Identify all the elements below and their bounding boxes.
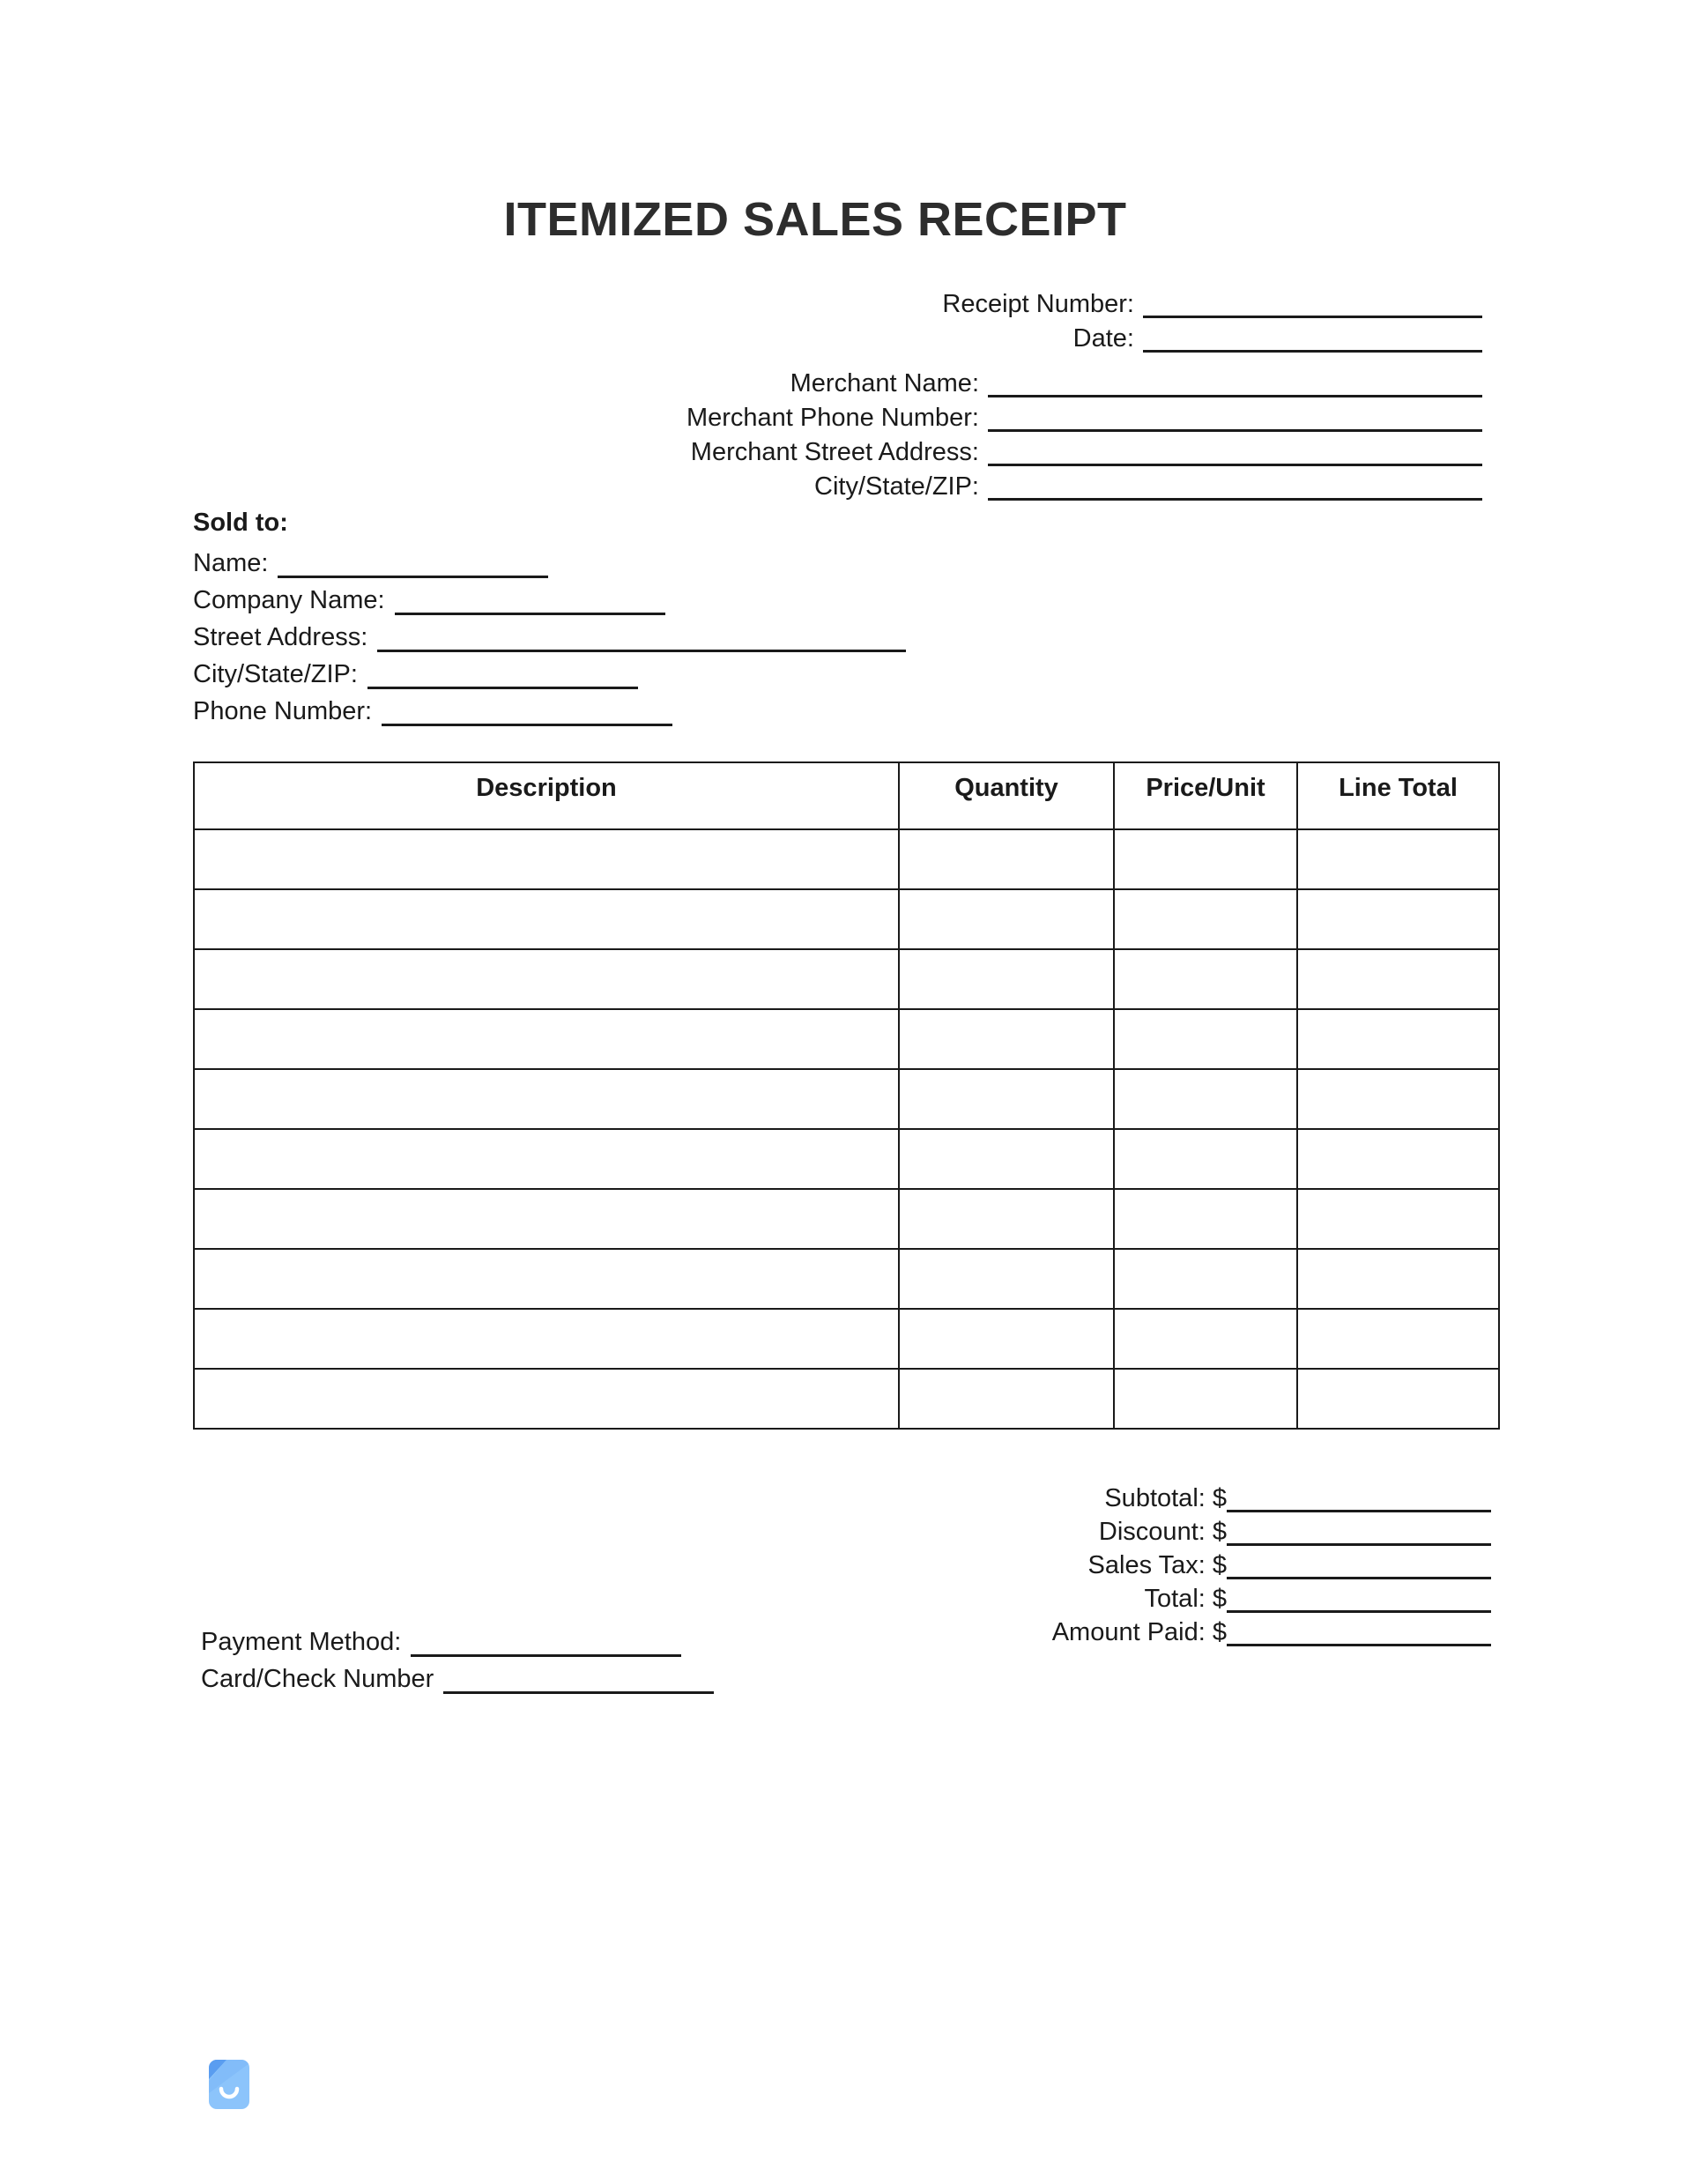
field-label: Receipt Number: xyxy=(942,290,1134,318)
table-row xyxy=(194,1069,1499,1129)
table-row xyxy=(194,1009,1499,1069)
cell-line-total[interactable] xyxy=(1297,949,1499,1009)
table-header-row xyxy=(194,762,1499,829)
cell-price-unit[interactable] xyxy=(1114,1369,1297,1429)
field-label: Name: xyxy=(193,549,269,577)
subtotal-input[interactable] xyxy=(1227,1484,1491,1512)
cell-description[interactable] xyxy=(194,1309,899,1369)
buyer-city-state-zip-input[interactable] xyxy=(367,659,638,689)
cell-price-unit[interactable] xyxy=(1114,1129,1297,1189)
cell-price-unit[interactable] xyxy=(1114,829,1297,889)
merchant-header-section xyxy=(193,284,1491,501)
page-title: ITEMIZED SALES RECEIPT xyxy=(503,193,1127,246)
cell-description[interactable] xyxy=(194,1189,899,1249)
cell-description[interactable] xyxy=(194,1069,899,1129)
column-header-price-unit: Price/Unit xyxy=(1114,762,1297,829)
cell-quantity[interactable] xyxy=(899,949,1114,1009)
field-total xyxy=(793,1579,1491,1613)
sold-to-section xyxy=(193,504,906,726)
field-label: Total: $ xyxy=(1144,1585,1227,1613)
cell-price-unit[interactable] xyxy=(1114,1189,1297,1249)
field-subtotal xyxy=(793,1479,1491,1512)
cell-price-unit[interactable] xyxy=(1114,889,1297,949)
cell-quantity[interactable] xyxy=(899,1369,1114,1429)
table-row xyxy=(194,829,1499,889)
field-buyer-company-name xyxy=(193,578,906,615)
sold-to-heading: Sold to: xyxy=(193,509,288,537)
cell-price-unit[interactable] xyxy=(1114,1309,1297,1369)
table-head xyxy=(194,762,1499,829)
amount-paid-input[interactable] xyxy=(1227,1618,1491,1646)
field-label: Payment Method: xyxy=(201,1628,402,1656)
sales-tax-input[interactable] xyxy=(1227,1551,1491,1579)
cell-line-total[interactable] xyxy=(1297,1189,1499,1249)
field-discount xyxy=(793,1512,1491,1546)
field-label: City/State/ZIP: xyxy=(193,660,358,688)
column-header-line-total: Line Total xyxy=(1297,762,1499,829)
line-items-table xyxy=(193,761,1500,1430)
field-label: Merchant Street Address: xyxy=(690,438,979,466)
document-smile-icon xyxy=(209,2060,249,2109)
cell-price-unit[interactable] xyxy=(1114,1009,1297,1069)
field-amount-paid xyxy=(793,1613,1491,1646)
field-receipt-number xyxy=(193,284,1491,318)
date-input[interactable] xyxy=(1143,323,1482,353)
cell-price-unit[interactable] xyxy=(1114,1249,1297,1309)
field-label: City/State/ZIP: xyxy=(814,472,979,501)
cell-description[interactable] xyxy=(194,1369,899,1429)
cell-quantity[interactable] xyxy=(899,1129,1114,1189)
field-label: Amount Paid: $ xyxy=(1051,1618,1227,1646)
cell-description[interactable] xyxy=(194,829,899,889)
card-check-number-input[interactable] xyxy=(443,1664,714,1694)
field-label: Phone Number: xyxy=(193,697,373,725)
merchant-street-address-input[interactable] xyxy=(988,437,1482,466)
table-body xyxy=(194,829,1499,1429)
field-label: Date: xyxy=(1072,324,1134,353)
cell-line-total[interactable] xyxy=(1297,1069,1499,1129)
field-buyer-city-state-zip xyxy=(193,652,906,689)
cell-description[interactable] xyxy=(194,1129,899,1189)
payment-method-input[interactable] xyxy=(411,1627,681,1657)
table-row xyxy=(194,889,1499,949)
field-label: Sales Tax: $ xyxy=(1087,1551,1227,1579)
buyer-name-input[interactable] xyxy=(278,548,548,578)
buyer-phone-number-input[interactable] xyxy=(382,696,672,726)
payment-section xyxy=(201,1620,714,1694)
field-label: Street Address: xyxy=(193,623,368,651)
field-label: Company Name: xyxy=(193,586,385,614)
cell-quantity[interactable] xyxy=(899,889,1114,949)
field-merchant-name xyxy=(193,363,1491,397)
receipt-number-input[interactable] xyxy=(1143,289,1482,318)
field-label: Discount: $ xyxy=(1098,1518,1227,1546)
buyer-company-name-input[interactable] xyxy=(395,585,665,615)
field-card-check-number xyxy=(201,1657,714,1694)
cell-quantity[interactable] xyxy=(899,1069,1114,1129)
cell-price-unit[interactable] xyxy=(1114,949,1297,1009)
cell-line-total[interactable] xyxy=(1297,1129,1499,1189)
field-label: Merchant Name: xyxy=(790,369,979,397)
cell-quantity[interactable] xyxy=(899,829,1114,889)
field-label: Merchant Phone Number: xyxy=(686,404,979,432)
cell-price-unit[interactable] xyxy=(1114,1069,1297,1129)
cell-line-total[interactable] xyxy=(1297,889,1499,949)
discount-input[interactable] xyxy=(1227,1518,1491,1546)
cell-line-total[interactable] xyxy=(1297,1009,1499,1069)
cell-line-total[interactable] xyxy=(1297,1249,1499,1309)
cell-line-total[interactable] xyxy=(1297,1309,1499,1369)
footer-logo xyxy=(209,2060,249,2109)
field-buyer-street-address xyxy=(193,615,906,652)
merchant-phone-input[interactable] xyxy=(988,403,1482,432)
cell-quantity[interactable] xyxy=(899,1009,1114,1069)
cell-line-total[interactable] xyxy=(1297,829,1499,889)
merchant-name-input[interactable] xyxy=(988,368,1482,397)
field-buyer-phone-number xyxy=(193,689,906,726)
table-row xyxy=(194,949,1499,1009)
cell-description[interactable] xyxy=(194,1009,899,1069)
cell-quantity[interactable] xyxy=(899,1249,1114,1309)
cell-quantity[interactable] xyxy=(899,1189,1114,1249)
field-merchant-city-state-zip xyxy=(193,466,1491,501)
field-sales-tax xyxy=(793,1546,1491,1579)
merchant-city-state-zip-input[interactable] xyxy=(988,472,1482,501)
column-header-description: Description xyxy=(194,762,899,829)
table-row xyxy=(194,1249,1499,1309)
field-merchant-street-address xyxy=(193,432,1491,466)
column-header-quantity: Quantity xyxy=(899,762,1114,829)
cell-description[interactable] xyxy=(194,1249,899,1309)
field-label: Card/Check Number xyxy=(201,1665,434,1693)
table-row xyxy=(194,1189,1499,1249)
field-buyer-name xyxy=(193,541,906,578)
table-row xyxy=(194,1309,1499,1369)
table-row xyxy=(194,1369,1499,1429)
table-row xyxy=(194,1129,1499,1189)
field-merchant-phone xyxy=(193,397,1491,432)
totals-section xyxy=(793,1479,1491,1646)
cell-description[interactable] xyxy=(194,949,899,1009)
total-input[interactable] xyxy=(1227,1585,1491,1613)
cell-quantity[interactable] xyxy=(899,1309,1114,1369)
field-label: Subtotal: $ xyxy=(1104,1484,1227,1512)
field-date xyxy=(193,318,1491,353)
field-payment-method xyxy=(201,1620,714,1657)
buyer-street-address-input[interactable] xyxy=(377,622,906,652)
cell-description[interactable] xyxy=(194,889,899,949)
cell-line-total[interactable] xyxy=(1297,1369,1499,1429)
